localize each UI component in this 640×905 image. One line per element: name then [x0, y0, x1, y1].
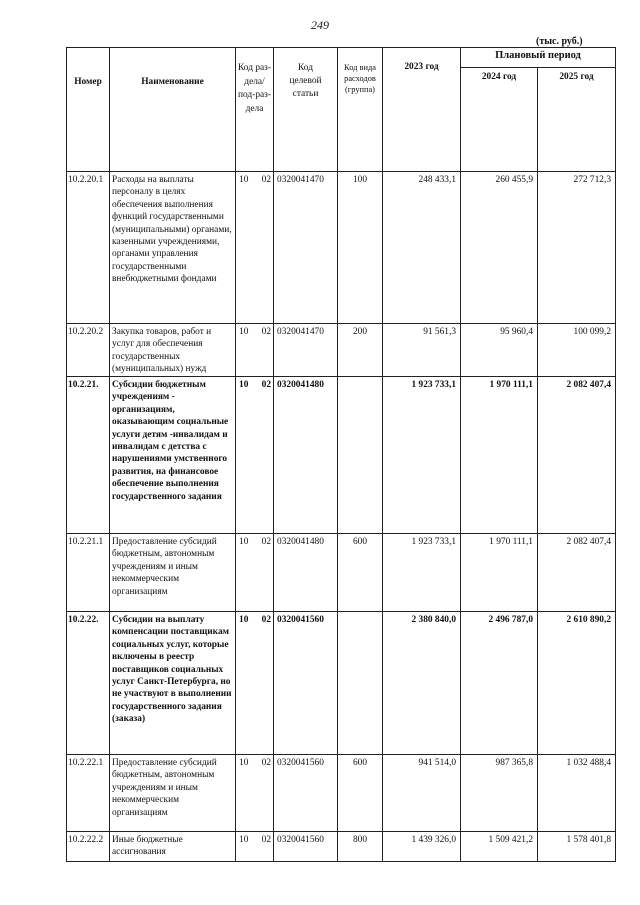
row-expense-type [338, 612, 383, 755]
row-2023: 91 561,3 [383, 324, 461, 377]
row-2023: 248 433,1 [383, 172, 461, 324]
row-section [236, 324, 274, 377]
header-target: Код целевой статьи [274, 48, 338, 172]
row-target: 0320041560 [274, 612, 338, 755]
row-expense-type [338, 377, 383, 534]
table-row [67, 324, 616, 377]
table-row [67, 755, 616, 832]
subsection-code: 02 [261, 175, 271, 185]
row-name: Субсидии бюджетным учреждениям - организациям, оказывающим социальные услуги детям -инвалидам и инвалидам с детства с нарушениями умственного развития, на финансовое обеспечение выполнения государственного задания [110, 377, 236, 534]
row-2023: 941 514,0 [383, 755, 461, 832]
row-target: 0320041480 [274, 377, 338, 534]
unit-note: (тыс. руб.) [536, 36, 583, 47]
row-number: 10.2.22.2 [67, 832, 110, 862]
row-2025: 100 099,2 [538, 324, 616, 377]
row-2025: 2 082 407,4 [538, 534, 616, 612]
header-2025: 2025 год [538, 68, 616, 172]
row-2025: 1 032 488,4 [538, 755, 616, 832]
row-section [236, 612, 274, 755]
header-planned-period: Плановый период [461, 48, 616, 68]
table-row [67, 612, 616, 755]
row-number: 10.2.22.1 [67, 755, 110, 832]
row-2024: 1 970 111,1 [461, 534, 538, 612]
row-2024: 1 970 111,1 [461, 377, 538, 534]
row-name: Расходы на выплаты персоналу в целях обеспечения выполнения функций государственными (муниципальными) органами, казенными учреждениями, органами управления государственными внебюджетными фондами [110, 172, 236, 324]
row-2025: 2 610 890,2 [538, 612, 616, 755]
row-number: 10.2.22. [67, 612, 110, 755]
subsection-code: 02 [261, 615, 271, 625]
row-2024: 2 496 787,0 [461, 612, 538, 755]
row-target: 0320041560 [274, 832, 338, 862]
row-name: Предоставление субсидий бюджетным, автономным учреждениям и иным некоммерческим организациям [110, 534, 236, 612]
subsection-code: 02 [261, 537, 271, 547]
row-expense-type: 800 [338, 832, 383, 862]
section-code: 10 [239, 380, 249, 390]
section-code: 10 [239, 327, 249, 337]
section-code: 10 [239, 615, 249, 625]
header-expense-type: Код вида расходов (группа) [338, 48, 383, 172]
row-2025: 272 712,3 [538, 172, 616, 324]
section-code: 10 [239, 537, 249, 547]
row-target: 0320041470 [274, 324, 338, 377]
page-number: 249 [311, 18, 329, 32]
section-code: 10 [239, 835, 249, 845]
header-2023: 2023 год [383, 48, 461, 172]
row-target: 0320041560 [274, 755, 338, 832]
table-row [67, 377, 616, 534]
header-section: Код раз-дела/ под-раз-дела [236, 48, 274, 172]
row-2023: 2 380 840,0 [383, 612, 461, 755]
row-target: 0320041480 [274, 534, 338, 612]
row-section [236, 832, 274, 862]
subsection-code: 02 [261, 835, 271, 845]
table-row [67, 534, 616, 612]
row-2023: 1 923 733,1 [383, 534, 461, 612]
row-number: 10.2.20.1 [67, 172, 110, 324]
row-2024: 987 365,8 [461, 755, 538, 832]
row-section [236, 755, 274, 832]
row-2024: 260 455,9 [461, 172, 538, 324]
row-2024: 1 509 421,2 [461, 832, 538, 862]
row-name: Субсидии на выплату компенсации поставщикам социальных услуг, которые включены в реестр поставщиков социальных услуг Санкт-Петербурга, но не участвуют в выполнении государственного задания (заказа) [110, 612, 236, 755]
table-row [67, 172, 616, 324]
row-2025: 2 082 407,4 [538, 377, 616, 534]
subsection-code: 02 [261, 758, 271, 768]
header-number: Номер [67, 48, 110, 172]
row-2023: 1 439 326,0 [383, 832, 461, 862]
row-number: 10.2.20.2 [67, 324, 110, 377]
row-name: Предоставление субсидий бюджетным, автономным учреждениям и иным некоммерческим организациям [110, 755, 236, 832]
row-section [236, 172, 274, 324]
subsection-code: 02 [261, 327, 271, 337]
subsection-code: 02 [261, 380, 271, 390]
row-expense-type: 200 [338, 324, 383, 377]
header-2024: 2024 год [461, 68, 538, 172]
header-name: Наименование [110, 48, 236, 172]
budget-table [66, 47, 616, 862]
row-section [236, 377, 274, 534]
row-name: Иные бюджетные ассигнования [110, 832, 236, 862]
row-2024: 95 960,4 [461, 324, 538, 377]
row-2023: 1 923 733,1 [383, 377, 461, 534]
row-name: Закупка товаров, работ и услуг для обеспечения государственных (муниципальных) нужд [110, 324, 236, 377]
row-section [236, 534, 274, 612]
row-expense-type: 600 [338, 755, 383, 832]
row-2025: 1 578 401,8 [538, 832, 616, 862]
table-row [67, 832, 616, 862]
row-expense-type: 600 [338, 534, 383, 612]
row-target: 0320041470 [274, 172, 338, 324]
row-number: 10.2.21. [67, 377, 110, 534]
section-code: 10 [239, 175, 249, 185]
row-number: 10.2.21.1 [67, 534, 110, 612]
row-expense-type: 100 [338, 172, 383, 324]
section-code: 10 [239, 758, 249, 768]
